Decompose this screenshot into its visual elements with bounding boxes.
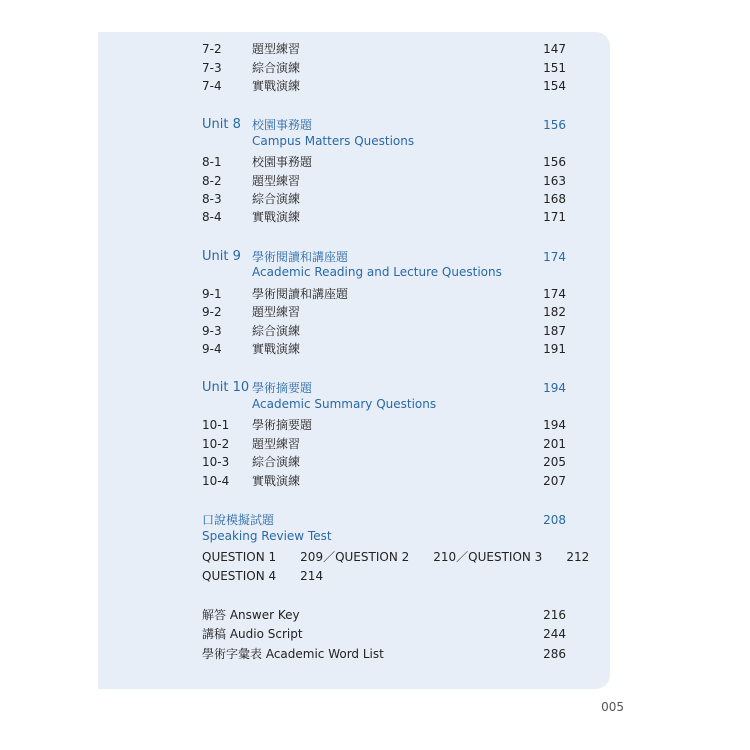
unit-title-en: Campus Matters Questions xyxy=(252,134,415,148)
unit-9-subtitle xyxy=(0,262,750,282)
appendix-page: 286 xyxy=(543,647,566,661)
unit-title-zh: 學術閱讀和講座題 xyxy=(252,250,349,264)
entry-title: 綜合演練 xyxy=(252,61,301,75)
review-title-zh: 口說模擬試題 xyxy=(202,513,275,527)
entry-page: 154 xyxy=(543,79,566,93)
unit-page: 156 xyxy=(543,118,566,132)
toc-entry-7-2 xyxy=(0,39,750,59)
entry-page: 171 xyxy=(543,210,566,224)
toc-entry-7-3 xyxy=(0,58,750,78)
unit-10-subtitle xyxy=(0,394,750,414)
review-questions-text: QUESTION 1 209／QUESTION 2 210／QUESTION 3 212 xyxy=(202,550,590,564)
entry-title: 題型練習 xyxy=(252,437,301,451)
unit-title-en: Academic Summary Questions xyxy=(252,397,437,411)
entry-number: 10-2 xyxy=(202,437,230,451)
page-number: 005 xyxy=(601,700,624,714)
entry-number: 10-4 xyxy=(202,474,230,488)
unit-title-zh: 校園事務題 xyxy=(252,118,313,132)
entry-title: 實戰演練 xyxy=(252,474,301,488)
entry-number: 7-2 xyxy=(202,42,222,56)
unit-title-en: Academic Reading and Lecture Questions xyxy=(252,265,502,279)
unit-label: Unit 10 xyxy=(202,380,250,395)
entry-page: 168 xyxy=(543,192,566,206)
appendix-label: 講稿 Audio Script xyxy=(202,627,303,641)
entry-title: 實戰演練 xyxy=(252,342,301,356)
appendix-label: 學術字彙表 Academic Word List xyxy=(202,647,384,661)
entry-page: 207 xyxy=(543,474,566,488)
entry-number: 10-1 xyxy=(202,418,230,432)
review-questions-line-1 xyxy=(0,547,750,567)
unit-8-subtitle xyxy=(0,131,750,151)
entry-title: 學術閱讀和講座題 xyxy=(252,287,349,301)
review-page: 208 xyxy=(543,513,566,527)
appendix-audio-script xyxy=(0,624,750,644)
entry-number: 8-2 xyxy=(202,174,222,188)
entry-title: 題型練習 xyxy=(252,305,301,319)
toc-entry-8-2 xyxy=(0,171,750,191)
entry-number: 9-1 xyxy=(202,287,222,301)
entry-page: 163 xyxy=(543,174,566,188)
toc-entry-9-1 xyxy=(0,284,750,304)
toc-entry-8-1 xyxy=(0,152,750,172)
toc-entry-7-4 xyxy=(0,76,750,96)
entry-number: 8-3 xyxy=(202,192,222,206)
appendix-word-list xyxy=(0,644,750,664)
entry-number: 9-2 xyxy=(202,305,222,319)
entry-number: 10-3 xyxy=(202,455,230,469)
unit-label: Unit 9 xyxy=(202,249,241,264)
entry-page: 151 xyxy=(543,61,566,75)
review-questions-text: QUESTION 4 214 xyxy=(202,569,324,583)
entry-number: 7-4 xyxy=(202,79,222,93)
appendix-page: 216 xyxy=(543,608,566,622)
entry-title: 綜合演練 xyxy=(252,455,301,469)
entry-page: 191 xyxy=(543,342,566,356)
unit-label: Unit 8 xyxy=(202,117,241,132)
entry-page: 205 xyxy=(543,455,566,469)
entry-number: 9-3 xyxy=(202,324,222,338)
appendix-page: 244 xyxy=(543,627,566,641)
entry-title: 實戰演練 xyxy=(252,79,301,93)
toc-entry-9-4 xyxy=(0,339,750,359)
entry-title: 綜合演練 xyxy=(252,192,301,206)
entry-page: 147 xyxy=(543,42,566,56)
review-subtitle xyxy=(0,526,750,546)
entry-number: 8-4 xyxy=(202,210,222,224)
entry-title: 綜合演練 xyxy=(252,324,301,338)
entry-title: 實戰演練 xyxy=(252,210,301,224)
entry-number: 7-3 xyxy=(202,61,222,75)
entry-page: 187 xyxy=(543,324,566,338)
entry-page: 201 xyxy=(543,437,566,451)
toc-entry-10-3 xyxy=(0,452,750,472)
entry-page: 174 xyxy=(543,287,566,301)
toc-entry-10-4 xyxy=(0,471,750,491)
toc-entry-8-3 xyxy=(0,189,750,209)
entry-title: 題型練習 xyxy=(252,42,301,56)
toc-entry-9-3 xyxy=(0,321,750,341)
entry-page: 182 xyxy=(543,305,566,319)
unit-page: 174 xyxy=(543,250,566,264)
review-title-en: Speaking Review Test xyxy=(202,529,332,543)
unit-title-zh: 學術摘要題 xyxy=(252,381,313,395)
review-questions-line-2 xyxy=(0,566,750,586)
toc-entry-8-4 xyxy=(0,207,750,227)
entry-title: 校園事務題 xyxy=(252,155,313,169)
toc-entry-9-2 xyxy=(0,302,750,322)
entry-number: 9-4 xyxy=(202,342,222,356)
appendix-answer-key xyxy=(0,605,750,625)
entry-page: 194 xyxy=(543,418,566,432)
entry-number: 8-1 xyxy=(202,155,222,169)
entry-title: 學術摘要題 xyxy=(252,418,313,432)
entry-title: 題型練習 xyxy=(252,174,301,188)
unit-page: 194 xyxy=(543,381,566,395)
appendix-label: 解答 Answer Key xyxy=(202,608,300,622)
toc-entry-10-1 xyxy=(0,415,750,435)
toc-entry-10-2 xyxy=(0,434,750,454)
entry-page: 156 xyxy=(543,155,566,169)
